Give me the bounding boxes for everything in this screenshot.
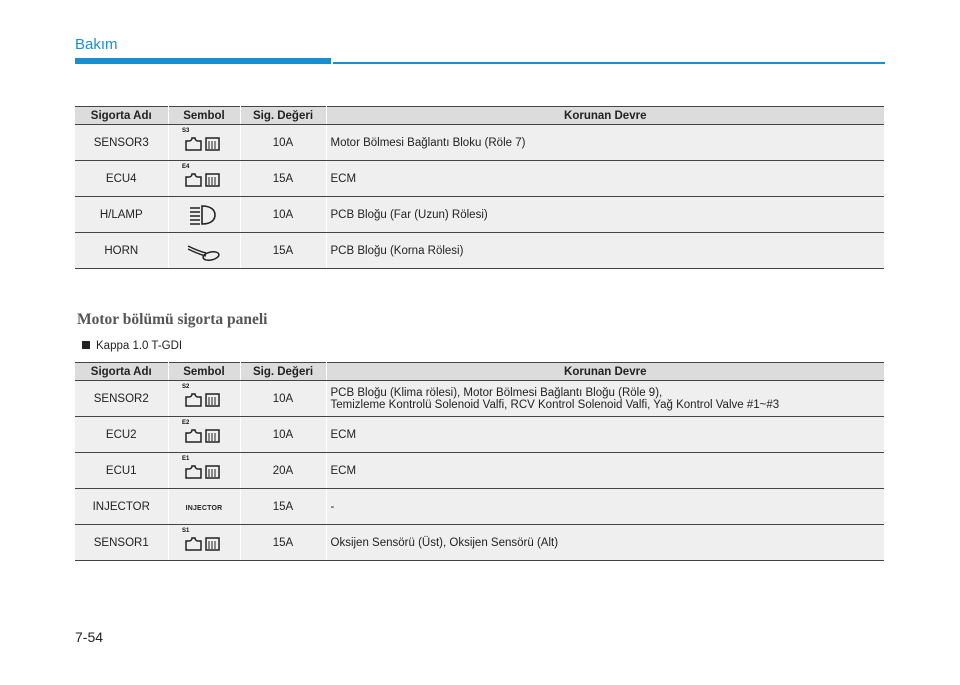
fuse-rating: 15A [240, 525, 326, 561]
symbol-cell [168, 161, 240, 197]
fuse-rating: 15A [240, 489, 326, 525]
injector-text-symbol: INJECTOR [185, 504, 223, 512]
fuse-name: ECU4 [75, 161, 168, 197]
fuse-name: INJECTOR [75, 489, 168, 525]
col-header-fuse-name: Sigorta Adı [75, 107, 168, 125]
fuse-rating: 15A [240, 161, 326, 197]
col-header-rating: Sig. Değeri [240, 363, 326, 381]
symbol-cell [168, 489, 240, 525]
fuse-rating: 10A [240, 197, 326, 233]
col-header-circuit: Korunan Devre [326, 107, 884, 125]
symbol-cell [168, 417, 240, 453]
symbol-code: E4 [182, 163, 190, 170]
sensor-relay-icon [180, 128, 228, 158]
fuse-rating: 15A [240, 233, 326, 269]
fuse-name: SENSOR1 [75, 525, 168, 561]
symbol-code: E1 [182, 455, 190, 462]
protected-circuit [326, 381, 884, 417]
protected-circuit [326, 417, 884, 453]
fuse-table-2 [75, 362, 884, 561]
fuse-rating: 10A [240, 125, 326, 161]
table-header-row [75, 363, 884, 381]
horn-icon [180, 236, 228, 266]
circuit-line: ECM [330, 464, 357, 477]
col-header-symbol: Sembol [168, 363, 240, 381]
symbol-cell [168, 525, 240, 561]
symbol-code: S3 [182, 127, 190, 134]
col-header-fuse-name: Sigorta Adı [75, 363, 168, 381]
page-number: 7-54 [75, 629, 104, 645]
table-row [75, 525, 884, 561]
header-rule-thick [75, 58, 331, 64]
header-rule-thin [333, 62, 885, 64]
sensor-relay-icon [180, 420, 228, 450]
symbol-cell [168, 381, 240, 417]
fuse-name: SENSOR3 [75, 125, 168, 161]
sensor-relay-icon [180, 456, 228, 486]
table-row [75, 417, 884, 453]
symbol-code: S2 [182, 383, 190, 390]
col-header-symbol: Sembol [168, 107, 240, 125]
col-header-circuit: Korunan Devre [326, 363, 884, 381]
table-row [75, 197, 884, 233]
symbol-code: E2 [182, 419, 190, 426]
symbol-cell [168, 125, 240, 161]
fuse-rating: 10A [240, 417, 326, 453]
symbol-cell [168, 197, 240, 233]
fuse-rating: 10A [240, 381, 326, 417]
protected-circuit [326, 453, 884, 489]
table-row [75, 233, 884, 269]
symbol-cell [168, 233, 240, 269]
table-header-row [75, 107, 884, 125]
table-row [75, 125, 884, 161]
sensor-relay-icon [180, 384, 228, 414]
engine-subheading [82, 340, 182, 352]
fuse-name: ECU1 [75, 453, 168, 489]
col-header-rating: Sig. Değeri [240, 107, 326, 125]
bullet-square-icon [82, 341, 90, 349]
table-row [75, 453, 884, 489]
symbol-code: S1 [182, 527, 190, 534]
table-row [75, 489, 884, 525]
protected-circuit [326, 489, 884, 525]
fuse-name: ECU2 [75, 417, 168, 453]
circuit-line: Oksijen Sensörü (Üst), Oksijen Sensörü (Alt) [330, 536, 559, 549]
circuit-line: ECM [330, 428, 357, 441]
fuse-name: HORN [75, 233, 168, 269]
circuit-line: Temizleme Kontrolü Solenoid Valfi, RCV Kontrol Solenoid Valfi, Yağ Kontrol Valve #1~#3 [330, 398, 780, 411]
headlamp-icon [180, 200, 228, 230]
sensor-relay-icon [180, 528, 228, 558]
protected-circuit [326, 525, 884, 561]
protected-circuit: ECM [326, 161, 884, 197]
table-row [75, 161, 884, 197]
engine-variant: Kappa 1.0 T-GDI [96, 340, 183, 352]
protected-circuit: PCB Bloğu (Korna Rölesi) [326, 233, 884, 269]
circuit-line: - [330, 500, 335, 513]
section-heading: Motor bölümü sigorta paneli [77, 311, 268, 328]
fuse-name: SENSOR2 [75, 381, 168, 417]
section-header-title: Bakım [75, 36, 118, 53]
protected-circuit: Motor Bölmesi Bağlantı Bloku (Röle 7) [326, 125, 884, 161]
fuse-table-1 [75, 106, 884, 269]
protected-circuit: PCB Bloğu (Far (Uzun) Rölesi) [326, 197, 884, 233]
circuit-line: PCB Bloğu (Klima rölesi), Motor Bölmesi Bağlantı Bloğu (Röle 9), [330, 386, 663, 399]
fuse-rating: 20A [240, 453, 326, 489]
fuse-name: H/LAMP [75, 197, 168, 233]
table-row [75, 381, 884, 417]
sensor-relay-icon [180, 164, 228, 194]
symbol-cell [168, 453, 240, 489]
